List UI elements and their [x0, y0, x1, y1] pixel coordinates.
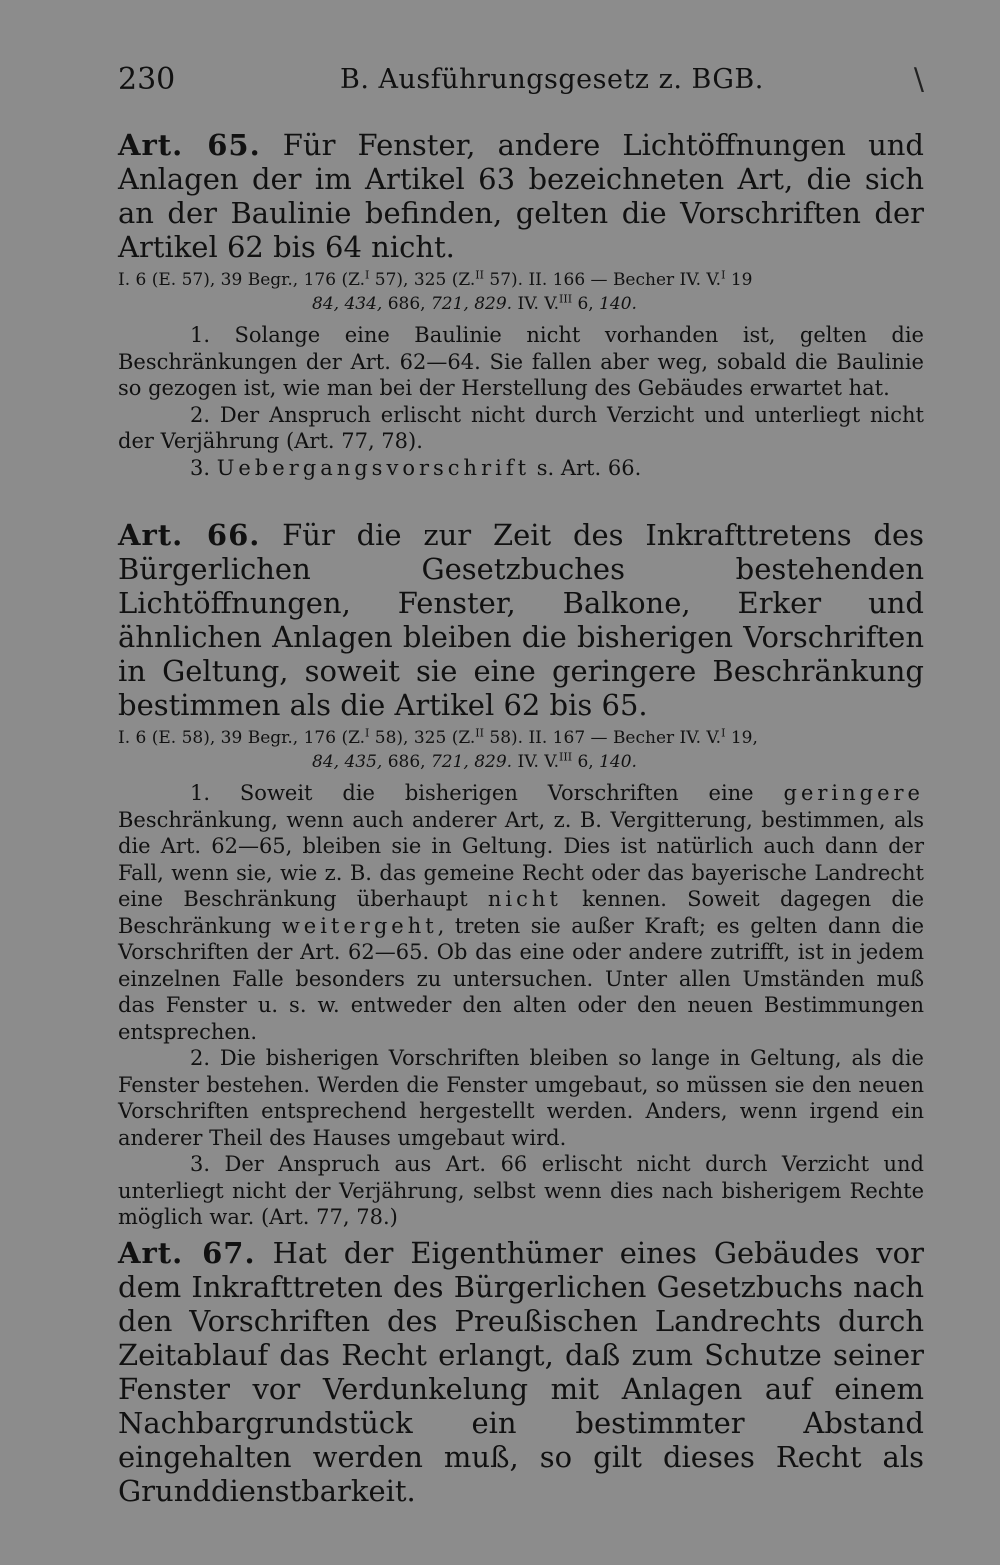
note-text: Beschränkung, wenn auch anderer Art, z. B. Vergitterung, bestimmen, als die Art. 62—65, bleiben sie in Geltung. Dies ist natürlich auch dann der Fall, wenn sie, wie z. B. das gemeine Recht oder das bayerische Landrecht eine Beschränkung überhaupt: [118, 807, 924, 911]
ref-italic: 140.: [599, 294, 637, 314]
note-rest: s. Art. 66.: [530, 455, 642, 480]
references-continuation: [118, 750, 924, 774]
ref-segment: 686,: [382, 752, 431, 772]
note-text: , treten sie außer Kraft; es gelten dann die Vorschriften der Art. 62—65. Ob das eine oder andere zutrifft, ist in jedem einzelnen Falle besonders zu untersuchen. Unter allen Umständen muß das Fenster u. s. w. entweder den alten oder den neuen Bestimmungen entsprechen.: [118, 913, 925, 1044]
article-66-note-3: 3. Der Anspruch aus Art. 66 erlischt nicht durch Verzicht und unterliegt nicht der Verjährung, selbst wenn dies nach bisherigem Rechte möglich war. (Art. 77, 78.): [118, 1152, 924, 1229]
ref-sup: I: [365, 268, 370, 282]
note-number: 3.: [190, 455, 217, 480]
ref-segment: 57), 325 (Z.: [369, 270, 476, 290]
ref-sup: III: [559, 750, 573, 764]
references-continuation: [118, 292, 924, 316]
ref-segment: 19,: [725, 728, 758, 748]
article-66-references: [118, 726, 924, 774]
article-65-body: Für Fenster, andere Lichtöffnungen und Anlagen der im Artikel 63 bezeichneten Art, die sich an der Baulinie befinden, gelten die Vorschriften der Artikel 62 bis 64 nicht.: [118, 128, 924, 264]
ref-segment: IV. V.: [512, 752, 560, 772]
article-65-label: Art. 65.: [118, 128, 261, 162]
margin-mark: \: [913, 62, 924, 97]
article-65-text: [118, 128, 924, 264]
ref-sup: I: [721, 268, 726, 282]
article-65-references: [118, 268, 924, 316]
ref-segment: I. 6 (E. 58), 39 Begr., 176 (Z.: [118, 728, 366, 748]
article-66: [118, 518, 924, 1231]
article-65: [118, 128, 924, 481]
spaced-term: weitergeht: [281, 913, 438, 938]
page-header: [118, 62, 924, 102]
ref-segment: 6,: [572, 294, 600, 314]
article-65-note-1: 1. Solange eine Baulinie nicht vorhanden ist, gelten die Beschränkungen der Art. 62—64. Sie fallen aber weg, sobald die Baulinie so gezogen ist, wie man bei der Herstellung des Gebäudes erwartet hat.: [118, 323, 924, 400]
spaced-term: geringere: [783, 781, 924, 805]
spaced-term: nicht: [487, 887, 562, 911]
article-67: [118, 1236, 924, 1508]
ref-segment: I. 6 (E. 57), 39 Begr., 176 (Z.: [118, 270, 366, 290]
ref-italic: 721, 829.: [430, 752, 513, 772]
article-65-note-2: 2. Der Anspruch erlischt nicht durch Verzicht und unterliegt nicht der Verjährung (Art. 77, 78).: [118, 402, 924, 453]
ref-sup: III: [559, 292, 573, 306]
ref-sup: I: [365, 726, 370, 740]
ref-italic: 84, 435,: [312, 752, 383, 772]
page-number: 230: [118, 62, 176, 97]
article-66-text: [118, 518, 924, 722]
ref-segment: IV. V.: [512, 294, 560, 314]
article-67-label: Art. 67.: [118, 1236, 256, 1270]
ref-italic: 140.: [599, 752, 637, 772]
spaced-term: Uebergangsvorschrift: [216, 455, 531, 480]
article-66-label: Art. 66.: [118, 518, 261, 552]
ref-sup: I: [721, 726, 726, 740]
ref-italic: 84, 434,: [312, 294, 383, 314]
ref-italic: 721, 829.: [430, 294, 513, 314]
ref-sup: II: [475, 726, 484, 740]
ref-segment: 58). II. 167 — Becher IV. V.: [483, 728, 722, 748]
running-head: B. Ausführungsgesetz z. BGB.: [340, 64, 764, 95]
article-65-note-3: [118, 455, 924, 482]
note-text: 1. Soweit die bisherigen Vorschriften eine: [190, 781, 784, 805]
ref-sup: II: [475, 268, 484, 282]
article-66-body: Für die zur Zeit des Inkrafttretens des Bürgerlichen Gesetzbuches bestehenden Lichtöffnungen, Fenster, Balkone, Erker und ähnlichen Anlagen bleiben die bisherigen Vorschriften in Geltung, soweit sie eine geringere Beschränkung bestimmen als die Artikel 62 bis 65.: [118, 518, 924, 722]
ref-segment: 686,: [382, 294, 431, 314]
ref-segment: 58), 325 (Z.: [369, 728, 476, 748]
article-67-text: [118, 1236, 924, 1508]
article-66-note-2: 2. Die bisherigen Vorschriften bleiben so lange in Geltung, als die Fenster bestehen. Werden die Fenster umgebaut, so müssen sie den neuen Vorschriften entsprechend hergestellt werden. Anders, wenn irgend ein anderer Theil des Hauses umgebaut wird.: [118, 1046, 924, 1150]
note-text: kennen. Soweit dagegen die Beschränkung: [118, 887, 924, 938]
article-67-body: Hat der Eigenthümer eines Gebäudes vor dem Inkrafttreten des Bürgerlichen Gesetzbuchs nach den Vorschriften des Preußischen Landrechts durch Zeitablauf das Recht erlangt, daß zum Schutze seiner Fenster vor Verdunkelung mit Anlagen auf einem Nachbargrundstück ein bestimmter Abstand eingehalten werden muß, so gilt dieses Recht als Grunddienstbarkeit.: [118, 1236, 925, 1508]
article-66-note-1: [118, 780, 924, 1045]
ref-segment: 19: [725, 270, 753, 290]
ref-segment: 57). II. 166 — Becher IV. V.: [483, 270, 722, 290]
ref-segment: 6,: [572, 752, 600, 772]
